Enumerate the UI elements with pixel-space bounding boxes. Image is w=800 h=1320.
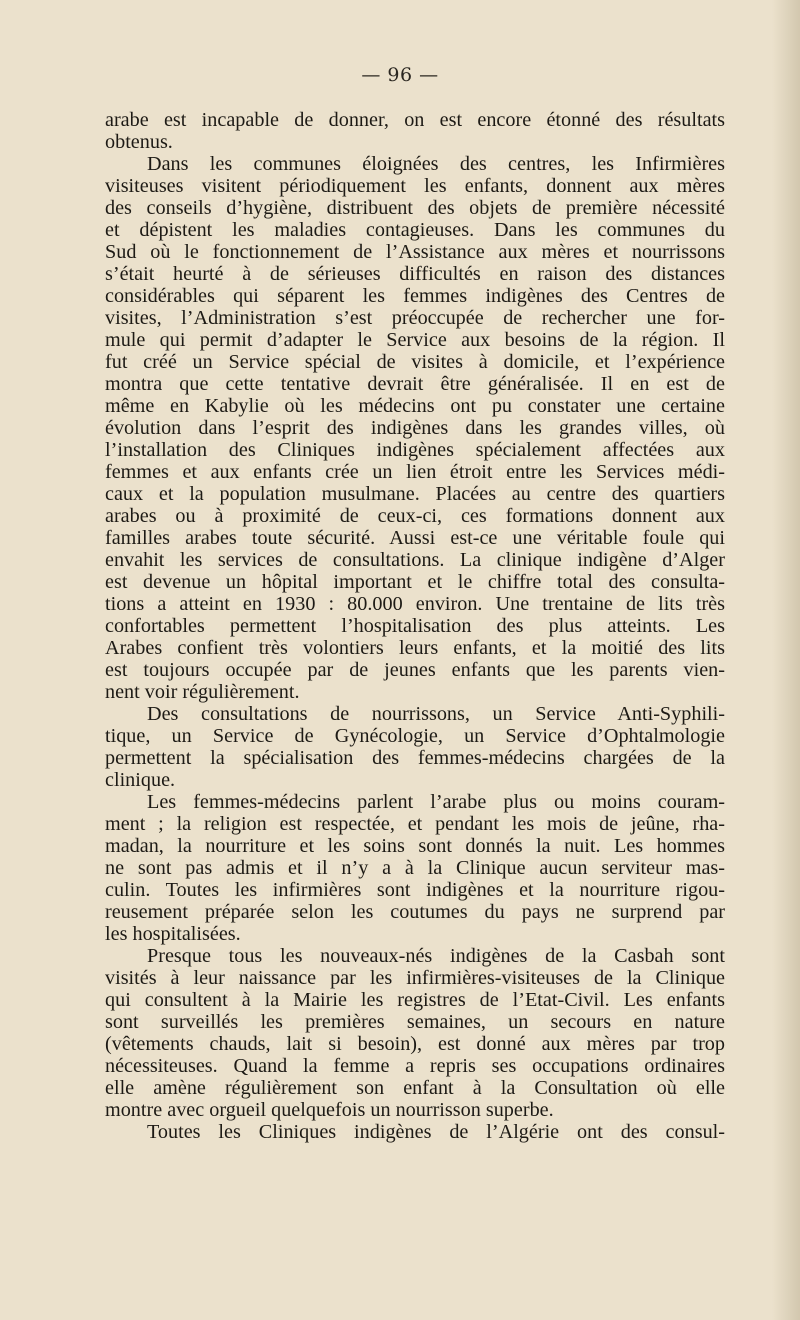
page-number: — 96 — <box>361 64 439 86</box>
text-line: visiteuses visitent périodiquement les enfants, donnent aux mères <box>105 175 725 197</box>
text-line: Arabes confient très volontiers leurs enfants, et la moitié des lits <box>105 637 725 659</box>
text-line: sont surveillés les premières semaines, un secours en nature <box>105 1011 725 1033</box>
text-line: arabe est incapable de donner, on est encore étonné des résultats <box>105 109 725 131</box>
text-line: Toutes les Cliniques indigènes de l’Algérie ont des consul- <box>147 1121 725 1143</box>
text-line: Les femmes-médecins parlent l’arabe plus ou moins couram- <box>147 791 725 813</box>
text-line: (vêtements chauds, lait si besoin), est donné aux mères par trop <box>105 1033 725 1055</box>
text-line: Dans les communes éloignées des centres, les Infirmières <box>147 153 725 175</box>
text-line: caux et la population musulmane. Placées au centre des quartiers <box>105 483 725 505</box>
text-line: ne sont pas admis et il n’y a à la Clinique aucun serviteur mas- <box>105 857 725 879</box>
text-line: des conseils d’hygiène, distribuent des objets de première nécessité <box>105 197 725 219</box>
text-line: nent voir régulièrement. <box>105 681 300 703</box>
body-text <box>105 109 725 1143</box>
text-line: femmes et aux enfants crée un lien étroit entre les Services médi- <box>105 461 725 483</box>
text-line: Sud où le fonctionnement de l’Assistance aux mères et nourrissons <box>105 241 725 263</box>
text-line: ment ; la religion est respectée, et pendant les mois de jeûne, rha- <box>105 813 725 835</box>
text-line: tions a atteint en 1930 : 80.000 environ. Une trentaine de lits très <box>105 593 725 615</box>
text-line: permettent la spécialisation des femmes-médecins chargées de la <box>105 747 725 769</box>
text-line: envahit les services de consultations. La clinique indigène d’Alger <box>105 549 725 571</box>
text-line: visites, l’Administration s’est préoccupée de rechercher une for- <box>105 307 725 329</box>
text-line: Des consultations de nourrissons, un Service Anti-Syphili- <box>147 703 725 725</box>
text-line: l’installation des Cliniques indigènes spécialement affectées aux <box>105 439 725 461</box>
text-line: qui consultent à la Mairie les registres de l’Etat-Civil. Les enfants <box>105 989 725 1011</box>
text-line: montre avec orgueil quelquefois un nourrisson superbe. <box>105 1099 554 1121</box>
text-line: les hospitalisées. <box>105 923 241 945</box>
text-line: nécessiteuses. Quand la femme a repris ses occupations ordinaires <box>105 1055 725 1077</box>
text-line: familles arabes toute sécurité. Aussi est-ce une véritable foule qui <box>105 527 725 549</box>
text-line: madan, la nourriture et les soins sont donnés la nuit. Les hommes <box>105 835 725 857</box>
text-line: obtenus. <box>105 131 173 153</box>
text-line: arabes ou à proximité de ceux-ci, ces formations donnent aux <box>105 505 725 527</box>
text-line: culin. Toutes les infirmières sont indigènes et la nourriture rigou- <box>105 879 725 901</box>
text-line: et dépistent les maladies contagieuses. Dans les communes du <box>105 219 725 241</box>
text-line: considérables qui séparent les femmes indigènes des Centres de <box>105 285 725 307</box>
text-line: confortables permettent l’hospitalisation des plus atteints. Les <box>105 615 725 637</box>
text-line: est toujours occupée par de jeunes enfants que les parents vien- <box>105 659 725 681</box>
text-line: Presque tous les nouveaux-nés indigènes de la Casbah sont <box>147 945 725 967</box>
text-line: reusement préparée selon les coutumes du pays ne surprend par <box>105 901 725 923</box>
text-line: s’était heurté à de sérieuses difficultés en raison des distances <box>105 263 725 285</box>
text-line: tique, un Service de Gynécologie, un Service d’Ophtalmologie <box>105 725 725 747</box>
text-line: mule qui permit d’adapter le Service aux besoins de la région. Il <box>105 329 725 351</box>
text-line: elle amène régulièrement son enfant à la Consultation où elle <box>105 1077 725 1099</box>
text-line: clinique. <box>105 769 176 791</box>
text-line: visités à leur naissance par les infirmières-visiteuses de la Clinique <box>105 967 725 989</box>
text-line: même en Kabylie où les médecins ont pu constater une certaine <box>105 395 725 417</box>
text-line: évolution dans l’esprit des indigènes dans les grandes villes, où <box>105 417 725 439</box>
text-line: montra que cette tentative devrait être généralisée. Il en est de <box>105 373 725 395</box>
text-line: est devenue un hôpital important et le chiffre total des consulta- <box>105 571 725 593</box>
text-line: fut créé un Service spécial de visites à domicile, et l’expérience <box>105 351 725 373</box>
